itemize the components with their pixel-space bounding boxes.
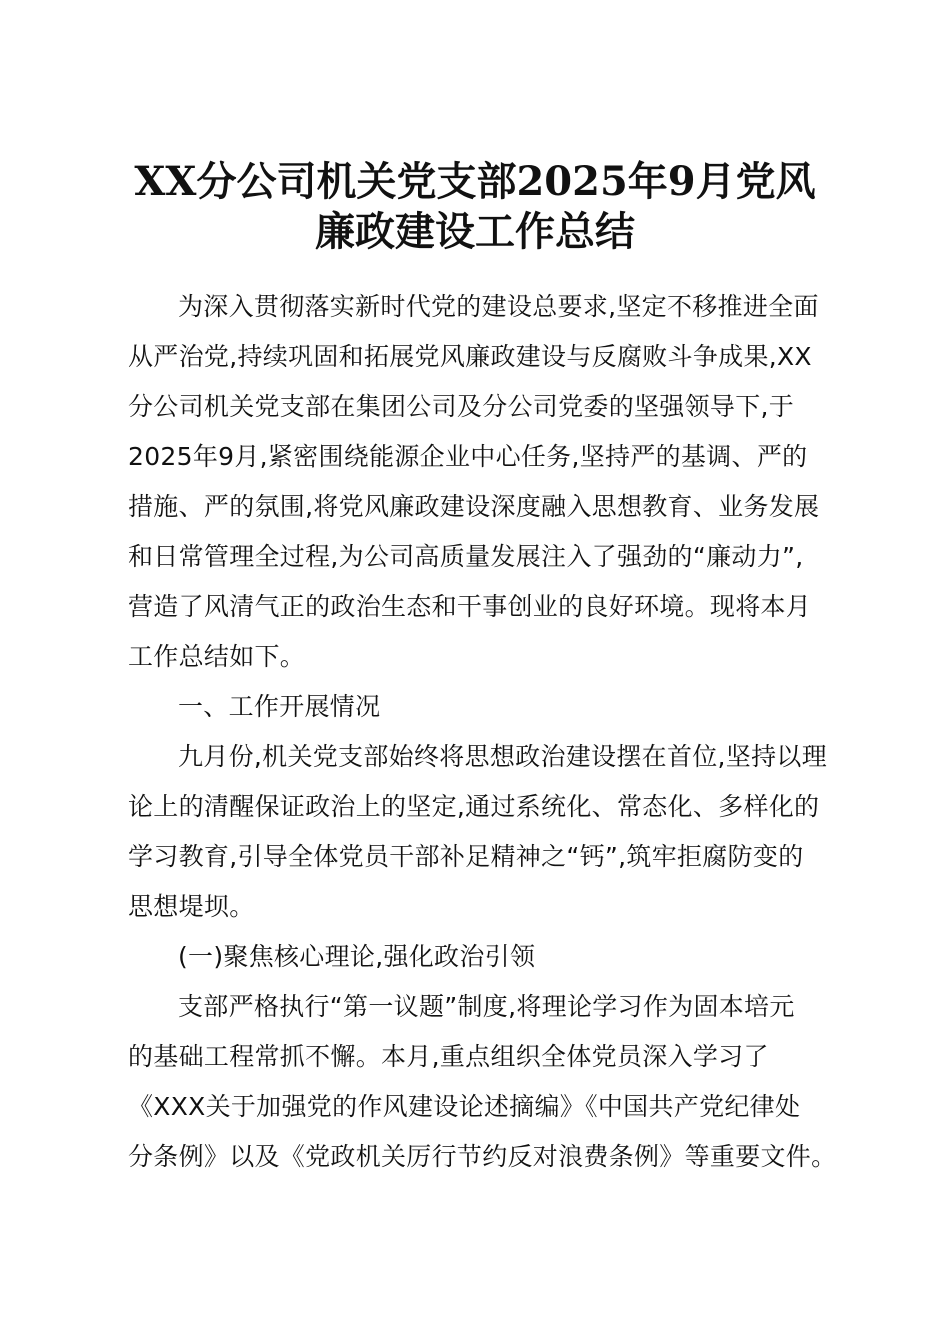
subsection-heading: (一)聚焦核心理论,强化政治引领 — [178, 942, 536, 971]
paragraph-line: 分条例》以及《党政机关厉行节约反对浪费条例》等重要文件。 — [128, 1142, 837, 1171]
paragraph-line: 为深入贯彻落实新时代党的建设总要求,坚定不移推进全面 — [178, 292, 819, 321]
paragraph-line: 措施、严的氛围,将党风廉政建设深度融入思想教育、业务发展 — [128, 492, 820, 521]
paragraph-line: 的基础工程常抓不懈。本月,重点组织全体党员深入学习了 — [128, 1042, 769, 1071]
paragraph-line: 营造了风清气正的政治生态和干事创业的良好环境。现将本月 — [128, 592, 812, 621]
paragraph-line: 学习教育,引导全体党员干部补足精神之“钙”,筑牢拒腐防变的 — [128, 842, 804, 871]
paragraph-line: 九月份,机关党支部始终将思想政治建设摆在首位,坚持以理 — [178, 742, 827, 771]
paragraph-line: 分公司机关党支部在集团公司及分公司党委的坚强领导下,于 — [128, 392, 795, 421]
document-title-line-1: XX分公司机关党支部2025年9月党风 — [134, 158, 816, 205]
paragraph-line: 论上的清醒保证政治上的坚定,通过系统化、常态化、多样化的 — [128, 792, 820, 821]
paragraph-line: 从严治党,持续巩固和拓展党风廉政建设与反腐败斗争成果,XX — [128, 342, 812, 371]
paragraph-line: 和日常管理全过程,为公司高质量发展注入了强劲的“廉动力”, — [128, 542, 804, 571]
paragraph-line: 工作总结如下。 — [128, 642, 306, 671]
paragraph-line: 支部严格执行“第一议题”制度,将理论学习作为固本培元 — [178, 992, 795, 1021]
paragraph-line: 《XXX关于加强党的作风建设论述摘编》《中国共产党纪律处 — [128, 1092, 801, 1121]
paragraph-line: 2025年9月,紧密围绕能源企业中心任务,坚持严的基调、严的 — [128, 442, 808, 471]
paragraph-line: 思想堤坝。 — [128, 892, 255, 921]
section-heading: 一、工作开展情况 — [178, 692, 381, 721]
document-title-line-2: 廉政建设工作总结 — [315, 208, 635, 255]
